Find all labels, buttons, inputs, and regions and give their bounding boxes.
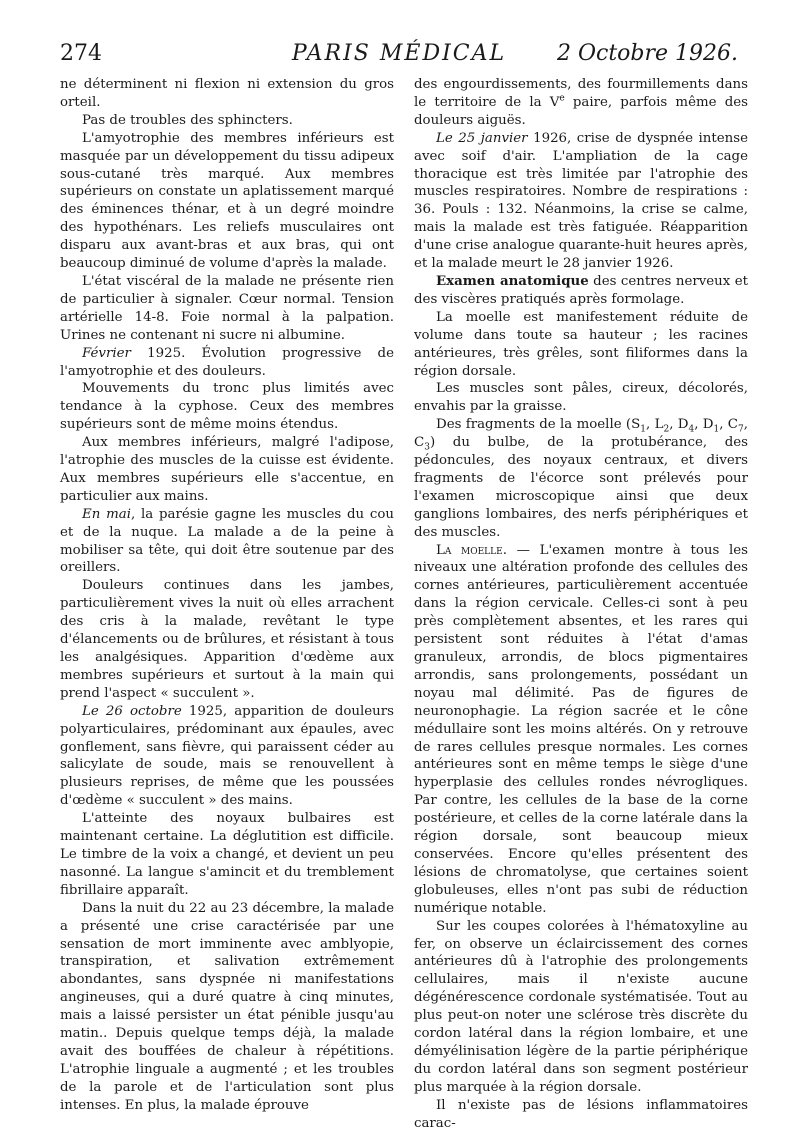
date-lead: Le 26 octobre [82,703,182,719]
paragraph-text: , L [646,417,664,433]
paragraph: ne déterminent ni flexion ni extension du gros orteil. [60,77,394,110]
subscript: 2 [663,424,670,435]
left-column [60,76,394,1115]
paragraph [60,345,394,381]
issue-date: 2 Octobre 1926. [556,41,738,66]
subscript: 7 [738,424,744,435]
paragraph-text: 1925, apparition de douleurs polyarticulaires, prédominant aux épaules, avec gonflement, sans fièvre, qui paraissent céder au salicylate de soude, mais se renouvellent à plusieurs reprises, de même que les poussées d'œdème « succulent » des mains. [60,703,394,809]
right-column [414,76,748,1132]
paragraph-text: des engourdissements, des fourmillements dans le territoire de la V [414,77,748,110]
subscript: 1 [640,424,647,435]
paragraph-text: des centres nerveux et des viscères pratiqués après formolage. [414,273,748,307]
paragraph: Aux membres inférieurs, malgré l'adipose, l'atrophie des muscles de la cuisse est évidente. Aux membres supérieurs elle s'accentue, en particulier aux mains. [60,435,394,504]
superscript: e [559,93,565,104]
paragraph [414,542,748,918]
paragraph: Pas de troubles des sphincters. [82,112,293,128]
subscript: 3 [424,442,430,453]
subsection-heading: La moelle. — [436,542,530,558]
paragraph [414,76,748,130]
paragraph: Il n'existe pas de lésions inflammatoires carac- [414,1097,748,1131]
paragraph-text: 1925. Évolution progressive de l'amyotrophie et des douleurs. [60,345,394,379]
paragraph [414,416,748,541]
page-number: 274 [60,41,102,66]
date-lead: En mai [82,506,131,522]
paragraph: Les muscles sont pâles, cireux, décolorés, envahis par la graisse. [414,381,748,415]
section-heading: Examen anatomique [436,272,589,289]
paragraph: Mouvements du tronc plus limités avec tendance à la cyphose. Ceux des membres supérieurs sont de même moins étendus. [60,381,394,433]
paragraph-text: 1926, crise de dyspnée intense avec soif d'air. L'ampliation de la cage thoracique est très limitée par l'atrophie des muscles respiratoires. Nombre de respirations : 36. Pouls : 132. Néanmoins, la crise se calme, mais la malade est très fatiguée. Réapparition d'une crise analogue quarante-huit heures après, et la malade meurt le 28 janvier 1926. [414,130,748,272]
subscript: 4 [688,424,695,435]
paragraph [414,130,748,273]
paragraph: La moelle est manifestement réduite de volume dans toute sa hauteur ; les racines antérieures, très grêles, sont filiformes dans la région dorsale. [414,309,748,379]
paragraph-text: L'examen montre à tous les niveaux une altération profonde des cellules des cornes antérieures, particulièrement accentuée dans la région cervicale. Celles-ci sont à peu près complètement absentes, et les rares qui persistent sont réduites à l'état d'amas granuleux, arrondis, de blocs pigmentaires arrondis, sans prolongements, possédant un noyau mal délimité. Pas de figures de neuronophagie. La région sacrée et le cône médullaire sont les moins altérés. On y retrouve de rares cellules presque normales. Les cornes antérieures sont en même temps le siège d'une hyperplasie des cellules rondes névrogliques. Par contre, les cellules de la base de la corne postérieure, et celles de la corne latérale dans la région dorsale, sont beaucoup mieux conservées. Encore qu'elles présentent des lésions de chromatolyse, que certaines soient globuleuses, elles n'ont pas subi de réduction numérique notable. [414,542,749,916]
paragraph: Douleurs continues dans les jambes, particulièrement vives la nuit où elles arrachent des cris à la malade, revêtant le type d'élancements ou de brûlures, et résistant à tous les analgésiques. Apparition d'œdème aux membres supérieurs et surtout à la main qui prend l'aspect « succulent ». [60,578,394,701]
paragraph-text: Des fragments de la moelle (S [436,417,641,433]
paragraph-text: , D [669,417,689,433]
paragraph-text: paire, parfois même des douleurs aiguës. [414,94,748,128]
paragraph-text: ) du bulbe, de la protubérance, des pédoncules, des noyaux centraux, et divers fragments de l'écorce sont prélevés pour l'examen microscopique ainsi que deux ganglions lombaires, des nerfs périphériques et des muscles. [414,435,748,540]
paragraph: L'état viscéral de la malade ne présente rien de particulier à signaler. Cœur normal. Tension artérielle 14-8. Foie normal à la palpation. Urines ne contenant ni sucre ni albumine. [60,273,394,343]
paragraph-text: , C [414,417,748,451]
paragraph-text: , C [719,417,738,433]
paragraph: Sur les coupes colorées à l'hématoxyline au fer, on observe un éclaircissement des cornes antérieures dû à l'atrophie des prolongements cellulaires, mais il n'existe aucune dégénérescence cordonale systématisée. Tout au plus peut-on noter une sclérose très discrète du cordon latéral dans la région lombaire, et une démyélinisation légère de la partie périphérique du cordon latéral dans son segment postérieur plus marquée à la région dorsale. [414,918,748,1095]
paragraph: Dans la nuit du 22 au 23 décembre, la malade a présenté une crise caractérisée par une sensation de mort imminente avec amblyopie, transpiration, et salivation extrêmement abondantes, sans dyspnée ni manifestations angineuses, qui a duré quatre à cinq minutes, mais a laissé persister un état pénible jusqu'au matin.. Depuis quelque temps déjà, la malade avait des bouffées de chaleur à répétitions. L'atrophie linguale a augmenté ; et les troubles de la parole et de l'articulation sont plus intenses. En plus, la malade éprouve [60,900,394,1113]
paragraph-text: , la parésie gagne les muscles du cou et de la nuque. La malade a de la peine à mobiliser sa tête, qui doit être soutenue par des oreillers. [60,506,394,576]
paragraph [414,273,748,309]
date-lead: Le 25 janvier [436,130,528,146]
journal-title: PARIS MÉDICAL [291,41,507,66]
paragraph: L'atteinte des noyaux bulbaires est maintenant certaine. La déglutition est difficile. Le timbre de la voix a changé, et devient un peu nasonné. La langue s'amincit et du tremblement fibrillaire apparaît. [60,811,394,898]
page-header [60,38,738,70]
paragraph: L'amyotrophie des membres inférieurs est masquée par un développement du tissu adipeux sous-cutané très marqué. Aux membres supérieurs on constate un aplatissement marqué des éminences thénar, et à un degré moindre des hypothénars. Les reliefs musculaires ont disparu aux avant-bras et aux bras, qui ont beaucoup diminué de volume d'après la malade. [60,130,394,272]
paragraph [60,506,394,578]
date-lead: Février [82,345,131,361]
subscript: 1 [713,424,720,435]
paragraph-text: , D [694,417,714,433]
paragraph [60,703,394,810]
